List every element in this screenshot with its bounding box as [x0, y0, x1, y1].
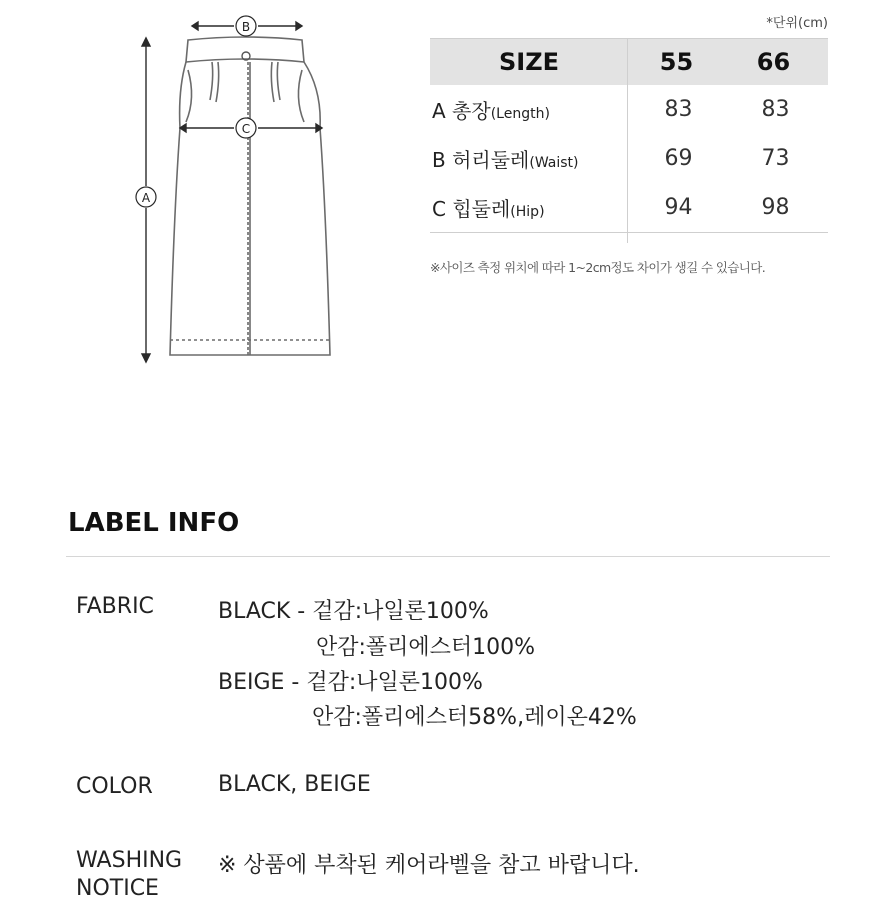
skirt-illustration	[130, 10, 340, 370]
row-value: 69	[664, 146, 693, 171]
label-info-divider	[66, 556, 830, 557]
washing-label-2: NOTICE	[76, 876, 159, 901]
size-row-waist	[430, 134, 828, 183]
size-header-55: 55	[659, 48, 694, 76]
row-name-en: (Length)	[490, 106, 550, 122]
row-value: 83	[761, 97, 790, 122]
washing-label: WASHING	[76, 848, 183, 873]
row-label	[430, 144, 630, 173]
fabric-line: 안감:폴리에스터100%	[316, 635, 536, 660]
size-row-hip	[430, 183, 828, 232]
size-table	[430, 38, 828, 233]
label-info-title: LABEL INFO	[68, 508, 240, 538]
size-header-label: SIZE	[498, 48, 559, 76]
fabric-line: BEIGE - 겉감:나일론100%	[218, 670, 483, 695]
row-letter: C	[432, 197, 446, 221]
row-letter: B	[432, 148, 446, 172]
row-value: 73	[761, 146, 790, 171]
fabric-line: BLACK - 겉감:나일론100%	[218, 599, 489, 624]
row-name-en: (Hip)	[510, 204, 545, 220]
size-table-header	[430, 38, 828, 85]
marker-c-label: C	[241, 122, 251, 136]
fabric-line: 안감:폴리에스터58%,레이온42%	[312, 705, 637, 730]
marker-a-label: A	[141, 191, 151, 205]
column-divider	[627, 38, 628, 243]
row-label	[430, 95, 630, 124]
unit-note: *단위(cm)	[766, 16, 828, 31]
washing-value: ※ 상품에 부착된 케어라벨을 참고 바랍니다.	[218, 853, 640, 878]
size-header-66: 66	[756, 48, 791, 76]
fabric-label: FABRIC	[76, 594, 154, 619]
color-label: COLOR	[76, 774, 153, 799]
size-row-length	[430, 85, 828, 134]
row-name: 총장	[452, 99, 491, 123]
row-letter: A	[432, 99, 446, 123]
row-value: 98	[761, 195, 790, 220]
row-name-en: (Waist)	[529, 155, 579, 171]
color-value: BLACK, BEIGE	[218, 772, 371, 797]
row-name: 허리둘레	[452, 148, 530, 172]
row-value: 83	[664, 97, 693, 122]
row-value: 94	[664, 195, 693, 220]
marker-b-label: B	[241, 20, 251, 34]
measurement-note: ※사이즈 측정 위치에 따라 1~2cm정도 차이가 생길 수 있습니다.	[430, 260, 766, 275]
row-name: 힙둘레	[452, 197, 511, 221]
row-label	[430, 193, 630, 222]
table-bottom-rule	[430, 232, 828, 233]
